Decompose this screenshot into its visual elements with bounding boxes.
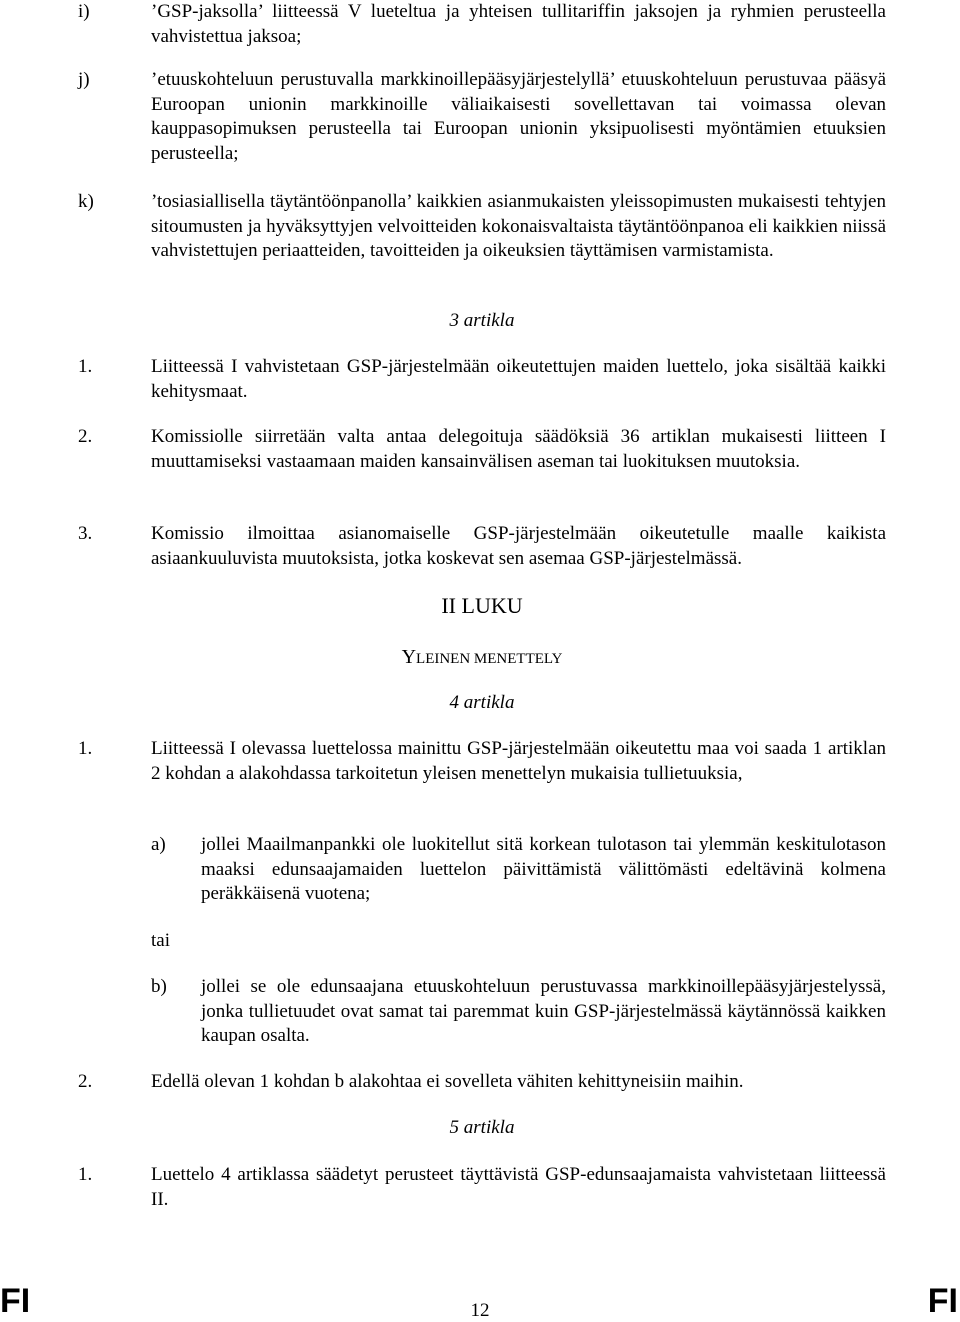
- paragraph-text: Edellä olevan 1 kohdan b alakohtaa ei sovelleta vähiten kehittyneisiin maihin.: [151, 1071, 744, 1092]
- chapter-subtitle-initial: Y: [401, 646, 417, 668]
- list-label: i): [78, 1, 90, 22]
- article-3-title: 3 artikla: [449, 310, 515, 331]
- point-label: b): [151, 976, 167, 997]
- article-4-title: 4 artikla: [449, 692, 515, 713]
- definition-i: [78, 0, 886, 49]
- definition-j: [78, 68, 886, 166]
- list-label: k): [78, 191, 94, 212]
- point-label: a): [151, 834, 166, 855]
- article-5-paragraph-1: [78, 1163, 886, 1212]
- paragraph-number: 2.: [78, 426, 93, 447]
- list-text: ’GSP-jaksolla’ liitteessä V lueteltua ja yhteisen tullitariffin jaksojen ja ryhmien perusteella vahvistettua jaksoa;: [151, 1, 886, 47]
- article-3-paragraph-2: [78, 425, 886, 474]
- paragraph-number: 1.: [78, 356, 93, 377]
- page-number: 12: [470, 1300, 490, 1321]
- point-text: jollei Maailmanpankki ole luokitellut sitä korkean tulotason tai ylemmän keskitulotason maaksi edunsaajamaiden luettelon päivittämistä välittömästi edeltävinä kolmena peräkkäisenä vuotena;: [201, 834, 886, 904]
- paragraph-number: 2.: [78, 1071, 93, 1092]
- article-5-title: 5 artikla: [449, 1117, 515, 1138]
- article-3-paragraph-1: [78, 355, 886, 404]
- definition-k: [78, 190, 886, 264]
- paragraph-number: 1.: [78, 738, 93, 759]
- paragraph-text: Luettelo 4 artiklassa säädetyt perusteet täyttävistä GSP-edunsaajamaista vahvistetaan liitteessä II.: [151, 1164, 886, 1210]
- list-label: j): [78, 69, 90, 90]
- paragraph-text: Komissio ilmoittaa asianomaiselle GSP-järjestelmään oikeutetulle maalle kaikista asiaankuuluvista muutoksista, jotka koskevat sen asemaa GSP-järjestelmässä.: [151, 523, 886, 569]
- footer-language-left: FI: [0, 1282, 31, 1320]
- paragraph-number: 3.: [78, 523, 93, 544]
- point-text: jollei se ole edunsaajana etuuskohteluun perustuvassa markkinoillepääsyjärjestelyssä, jonka tullietuudet ovat samat tai paremmat kuin GSP-järjestelmässä käytännössä kaikken kaupan osalta.: [201, 976, 886, 1046]
- article-3-paragraph-3: [78, 522, 886, 571]
- connector-word: tai: [151, 930, 170, 951]
- paragraph-text: Liitteessä I olevassa luettelossa mainittu GSP-järjestelmään oikeutettu maa voi saada 1 artiklan 2 kohdan a alakohdassa tarkoitetun yleisen menettelyn mukaisia tullietuuksia,: [151, 738, 886, 784]
- footer-language-right: FI: [927, 1282, 958, 1320]
- article-4-paragraph-2: [78, 1070, 886, 1095]
- chapter-title: II LUKU: [441, 593, 523, 618]
- list-text: ’tosiasiallisella täytäntöönpanolla’ kaikkien asianmukaisten yleissopimusten mukaisesti tehtyjen sitoumusten ja hyväksyttyjen velvoitteiden kokonaisvaltaista täytäntöönpanoa eli kaikkien niissä vahvistettujen periaatteiden, tavoitteiden ja oikeuksien täyttämisen varmistamista.: [151, 191, 886, 261]
- paragraph-number: 1.: [78, 1164, 93, 1185]
- article-4-point-a: [151, 833, 886, 907]
- chapter-subtitle-rest: LEINEN MENETTELY: [416, 651, 563, 667]
- article-4-paragraph-1: [78, 737, 886, 786]
- list-text: ’etuuskohteluun perustuvalla markkinoillepääsyjärjestelyllä’ etuuskohteluun perustuvaa pääsyä Euroopan unionin markkinoille väliaikaisesti sovellettavan tai voimassa olevan kauppasopimuksen perusteella tai Euroopan unionin yksipuolisesti myöntämien etuuksien perusteella;: [151, 69, 886, 164]
- article-4-point-b: [151, 975, 886, 1049]
- chapter-subtitle: [78, 644, 886, 672]
- paragraph-text: Liitteessä I vahvistetaan GSP-järjestelmään oikeutettujen maiden luettelo, joka sisältää kaikki kehitysmaat.: [151, 356, 886, 402]
- paragraph-text: Komissiolle siirretään valta antaa delegoituja säädöksiä 36 artiklan mukaisesti liitteen I muuttamiseksi vastaamaan maiden kansainvälisen aseman tai luokituksen muutoksia.: [151, 426, 886, 472]
